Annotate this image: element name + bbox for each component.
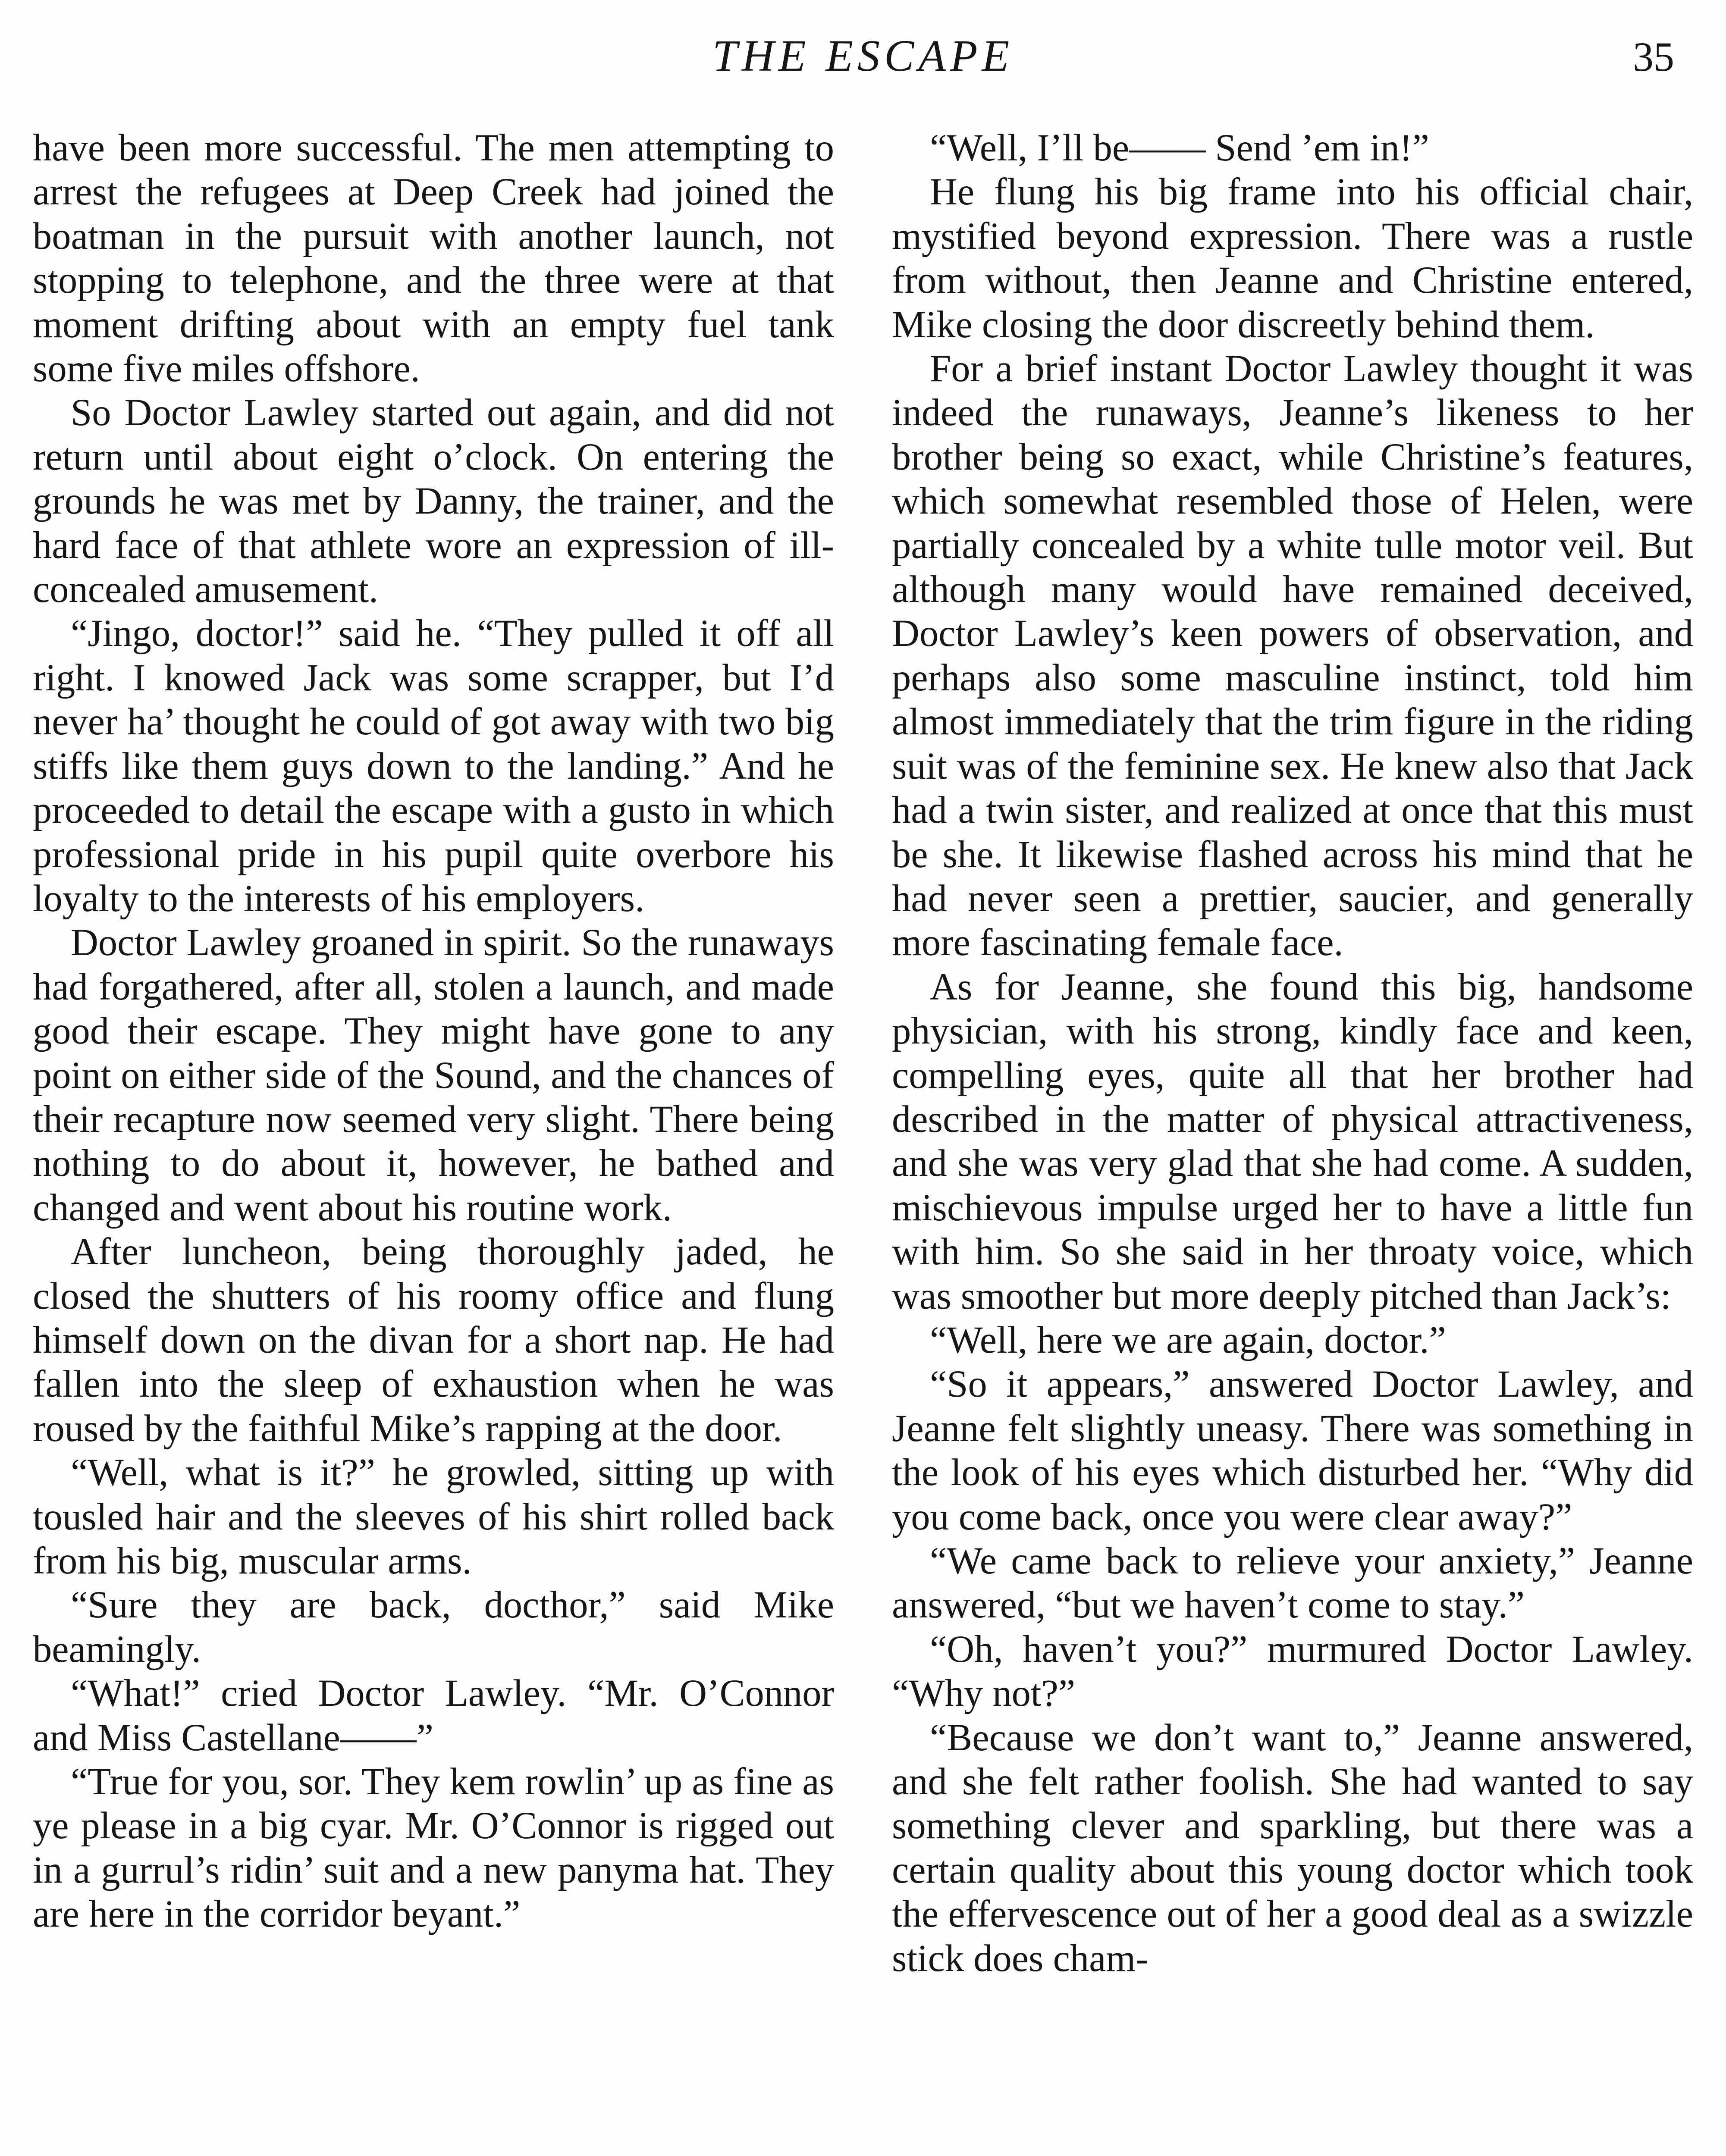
paragraph: “Well, I’ll be—— Send ’em in!”: [930, 127, 1429, 169]
text-column-left: [33, 126, 834, 1937]
running-title: THE ESCAPE: [712, 31, 1014, 81]
paragraph: “We came back to relieve your anxiety,” Jeanne answered, “but we haven’t come to stay.”: [892, 1540, 1693, 1626]
paragraph: “What!” cried Doctor Lawley. “Mr. O’Connor and Miss Castellane——”: [33, 1672, 834, 1759]
text-column-right: [892, 126, 1693, 1981]
paragraph: “So it appears,” answered Doctor Lawley, and Jeanne felt slightly uneasy. There was something in the look of his eyes which disturbed her. “Why did you come back, once you were clear away?”: [892, 1363, 1693, 1538]
paragraph: “True for you, sor. They kem rowlin’ up as fine as ye please in a big cyar. Mr. O’Connor is rigged out in a gurrul’s ridin’ suit and a new panyma hat. They are here in the corridor beyant.”: [33, 1761, 834, 1936]
paragraph: “Because we don’t want to,” Jeanne answered, and she felt rather foolish. She had wanted to say something clever and sparkling, but there was a certain quality about this young doctor which took the effervescence out of her a good deal as a swizzle stick does cham-: [892, 1716, 1693, 1980]
paragraph: He flung his big frame into his official chair, mystified beyond expression. There was a rustle from without, then Jeanne and Christine entered, Mike closing the door discreetly behind them.: [892, 171, 1693, 346]
paragraph: So Doctor Lawley started out again, and did not return until about eight o’clock. On entering the grounds he was met by Danny, the trainer, and the hard face of that athlete wore an expression of ill-concealed amusement.: [33, 392, 834, 611]
paragraph: “Well, here we are again, doctor.”: [930, 1319, 1446, 1361]
paragraph: “Well, what is it?” he growled, sitting up with tousled hair and the sleeves of his shirt rolled back from his big, muscular arms.: [33, 1451, 834, 1582]
paragraph: As for Jeanne, she found this big, handsome physician, with his strong, kindly face and keen, compelling eyes, quite all that her brother had described in the matter of physical attractiveness, and she was very glad that she had come. A sudden, mischievous impulse urged her to have a little fun with him. So she said in her throaty voice, which was smoother but more deeply pitched than Jack’s:: [892, 965, 1693, 1317]
paragraph: After luncheon, being thoroughly jaded, he closed the shutters of his roomy office and flung himself down on the divan for a short nap. He had fallen into the sleep of exhaustion when he was roused by the faithful Mike’s rapping at the door.: [33, 1231, 834, 1450]
paragraph: For a brief instant Doctor Lawley thought it was indeed the runaways, Jeanne’s likeness to her brother being so exact, while Christine’s features, which somewhat resembled those of Helen, were partially concealed by a white tulle motor veil. But although many would have remained deceived, Doctor Lawley’s keen powers of observation, and perhaps also some masculine instinct, told him almost immediately that the trim figure in the riding suit was of the feminine sex. He knew also that Jack had a twin sister, and realized at once that this must be she. It likewise flashed across his mind that he had never seen a prettier, saucier, and generally more fascinating female face.: [892, 348, 1693, 964]
page-number: 35: [1633, 34, 1674, 80]
paragraph: “Sure they are back, docthor,” said Mike beamingly.: [33, 1584, 834, 1670]
paragraph: Doctor Lawley groaned in spirit. So the runaways had forgathered, after all, stolen a launch, and made good their escape. They might have gone to any point on either side of the Sound, and the chances of their recapture now seemed very slight. There being nothing to do about it, however, he bathed and changed and went about his routine work.: [33, 921, 834, 1229]
paragraph: “Jingo, doctor!” said he. “They pulled it off all right. I knowed Jack was some scrapper, but I’d never ha’ thought he could of got away with two big stiffs like them guys down to the landing.” And he proceeded to detail the escape with a gusto in which professional pride in his pupil quite overbore his loyalty to the interests of his employers.: [33, 612, 834, 920]
paragraph: have been more successful. The men attempting to arrest the refugees at Deep Creek had joined the boatman in the pursuit with another launch, not stopping to telephone, and the three were at that moment drifting about with an empty fuel tank some five miles offshore.: [33, 127, 834, 390]
paragraph: “Oh, haven’t you?” murmured Doctor Lawley. “Why not?”: [892, 1628, 1693, 1715]
